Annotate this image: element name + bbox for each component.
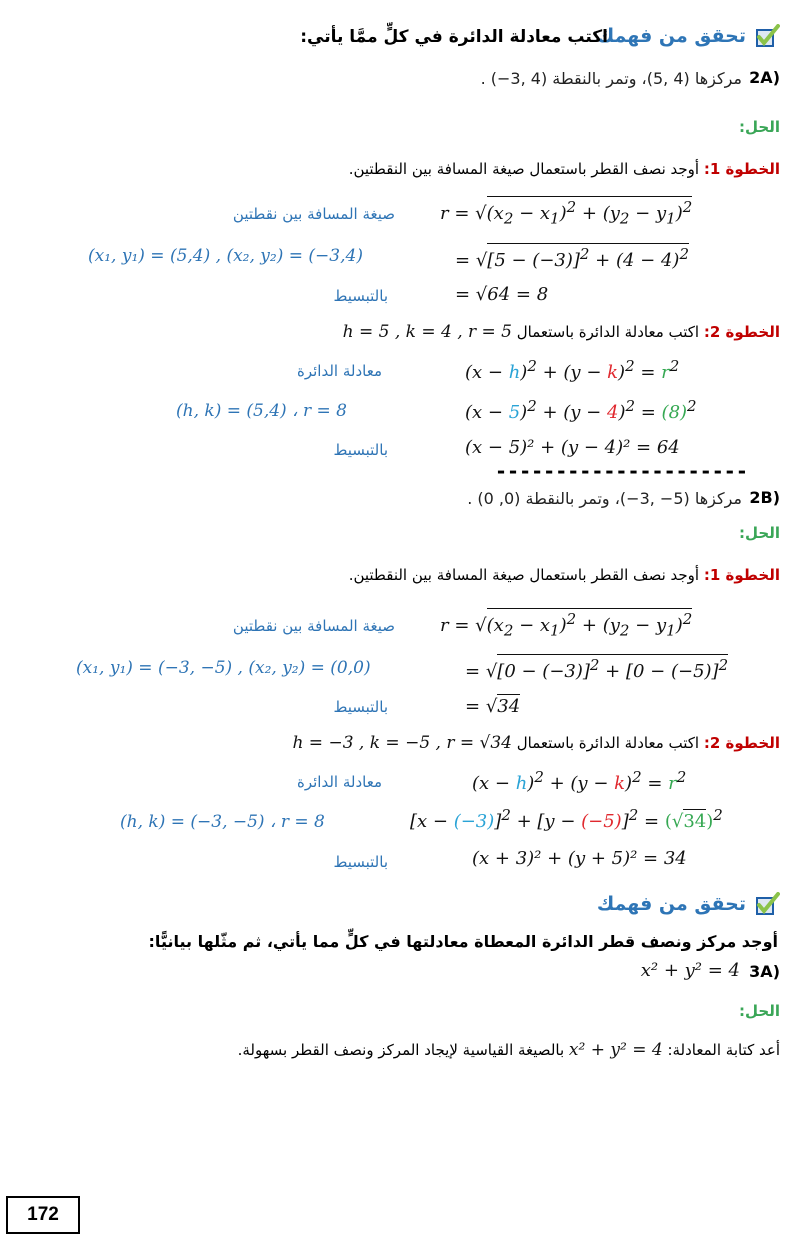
step-label: الخطوة 1: bbox=[703, 566, 780, 584]
note-distance-formula: صيغة المسافة بين نقطتين bbox=[232, 617, 395, 635]
h-value: 5 bbox=[508, 402, 521, 423]
h-value: (−3) bbox=[453, 811, 495, 832]
final-equation: (x + 3)² + (y + 5)² = 34 bbox=[472, 848, 687, 869]
step1-2b bbox=[349, 566, 780, 584]
distance-formula: $r = √(x_2 - x_1)^2 + (y_2 - y_1)^2$ bbox=[440, 198, 693, 228]
banner-title: تحقق من فهمك bbox=[596, 25, 746, 47]
problem-label: 2A) bbox=[749, 68, 780, 87]
problem-text: مركزها (4 ,5)، وتمر بالنقطة (4 ,3−) . bbox=[480, 69, 742, 88]
note-points: (x₁, y₁) = (5,4) , (x₂, y₂) = (−3,4) bbox=[88, 246, 363, 266]
distance-substitution: = $√[5 - (-3)]^2 + (4 - 4)^2$ bbox=[455, 245, 689, 271]
r-value: (8) bbox=[661, 402, 688, 423]
problem-equation: x² + y² = 4 bbox=[640, 960, 740, 981]
note-circle-equation: معادلة الدائرة bbox=[297, 362, 382, 380]
problem-2b bbox=[80, 484, 780, 514]
step-text: اكتب معادلة الدائرة باستعمال bbox=[516, 734, 700, 752]
problem-label: 3A) bbox=[749, 962, 780, 981]
radius-result: = √64 = 8 bbox=[455, 284, 549, 305]
note-hk: (h, k) = (5,4) ، r = 8 bbox=[176, 401, 347, 421]
k-value: 4 bbox=[606, 402, 619, 423]
step-text: أوجد نصف القطر باستعمال صيغة المسافة بين النقطتين. bbox=[348, 566, 700, 584]
note-simplify: بالتبسيط bbox=[333, 441, 388, 459]
r-value: 34 bbox=[683, 811, 707, 832]
substituted-circle-equation: $(x - 5)^2 + (y - 4)^2 = (8)^2$ bbox=[465, 397, 697, 423]
problem-text: مركزها (5− ,3−)، وتمر بالنقطة (0, 0) . bbox=[467, 489, 742, 508]
problem-label: 2B) bbox=[749, 488, 780, 507]
instruction-text: اكتب معادلة الدائرة في كلٍّ ممَّا يأتي: bbox=[300, 27, 608, 47]
step2-2b bbox=[292, 733, 780, 753]
step-label: الخطوة 2: bbox=[703, 323, 780, 341]
text-before: أعد كتابة المعادلة: bbox=[667, 1041, 780, 1059]
substituted-circle-equation: $[x - (-3)]^2 + [y - (-5)]^2 = (√34)^2$ bbox=[410, 806, 723, 832]
check-understanding-header-1 bbox=[20, 22, 780, 54]
final-equation: (x − 5)² + (y − 4)² = 64 bbox=[465, 437, 680, 458]
step-text: أوجد نصف القطر باستعمال صيغة المسافة بين النقطتين. bbox=[348, 160, 700, 178]
radius-result: = √34 bbox=[465, 696, 521, 717]
step1-2a bbox=[349, 160, 780, 178]
solution-label: الحل: bbox=[739, 1002, 780, 1020]
distance-substitution: = $√[0 - (-3)]^2 + [0 - (-5)]^2$ bbox=[465, 656, 729, 682]
step-text: اكتب معادلة الدائرة باستعمال bbox=[516, 323, 700, 341]
note-circle-equation: معادلة الدائرة bbox=[297, 773, 382, 791]
step2-2a bbox=[343, 322, 780, 342]
checkmark-icon bbox=[754, 892, 780, 916]
page-number: 172 bbox=[6, 1196, 80, 1234]
rewrite-instruction bbox=[238, 1040, 780, 1060]
k-value: (−5) bbox=[581, 811, 622, 832]
problem-2a bbox=[80, 64, 780, 94]
separator: --------------------- bbox=[495, 459, 748, 483]
note-simplify: بالتبسيط bbox=[333, 698, 388, 716]
inline-equation: x² + y² = 4 bbox=[568, 1040, 663, 1060]
instruction-text: أوجد مركز ونصف قطر الدائرة المعطاة معادلتها في كلٍّ مما يأتي، ثم مثّلها بيانيًّا: bbox=[148, 932, 778, 951]
note-simplify: بالتبسيط bbox=[333, 853, 388, 871]
note-simplify: بالتبسيط bbox=[333, 287, 388, 305]
step-values: h = −3 , k = −5 , r = √34 bbox=[292, 733, 512, 753]
check-understanding-header-2 bbox=[20, 890, 780, 920]
step-values: h = 5 , k = 4 , r = 5 bbox=[342, 322, 512, 342]
text-after: بالصيغة القياسية لإيجاد المركز ونصف القطر بسهولة. bbox=[237, 1041, 565, 1059]
general-circle-equation: $(x - h)^2 + (y - k)^2 = r^2$ bbox=[465, 357, 680, 383]
general-circle-equation: $(x - h)^2 + (y - k)^2 = r^2$ bbox=[472, 768, 687, 794]
checkmark-icon bbox=[754, 24, 780, 48]
problem-3a bbox=[380, 958, 780, 988]
note-distance-formula: صيغة المسافة بين نقطتين bbox=[232, 205, 395, 223]
note-points: (x₁, y₁) = (−3, −5) , (x₂, y₂) = (0,0) bbox=[76, 658, 371, 678]
distance-formula: $r = √(x_2 - x_1)^2 + (y_2 - y_1)^2$ bbox=[440, 610, 693, 640]
step-label: الخطوة 2: bbox=[703, 734, 780, 752]
solution-label: الحل: bbox=[739, 118, 780, 136]
banner-title: تحقق من فهمك bbox=[596, 893, 746, 915]
solution-label: الحل: bbox=[739, 524, 780, 542]
step-label: الخطوة 1: bbox=[703, 160, 780, 178]
note-hk: (h, k) = (−3, −5) ، r = 8 bbox=[120, 812, 325, 832]
